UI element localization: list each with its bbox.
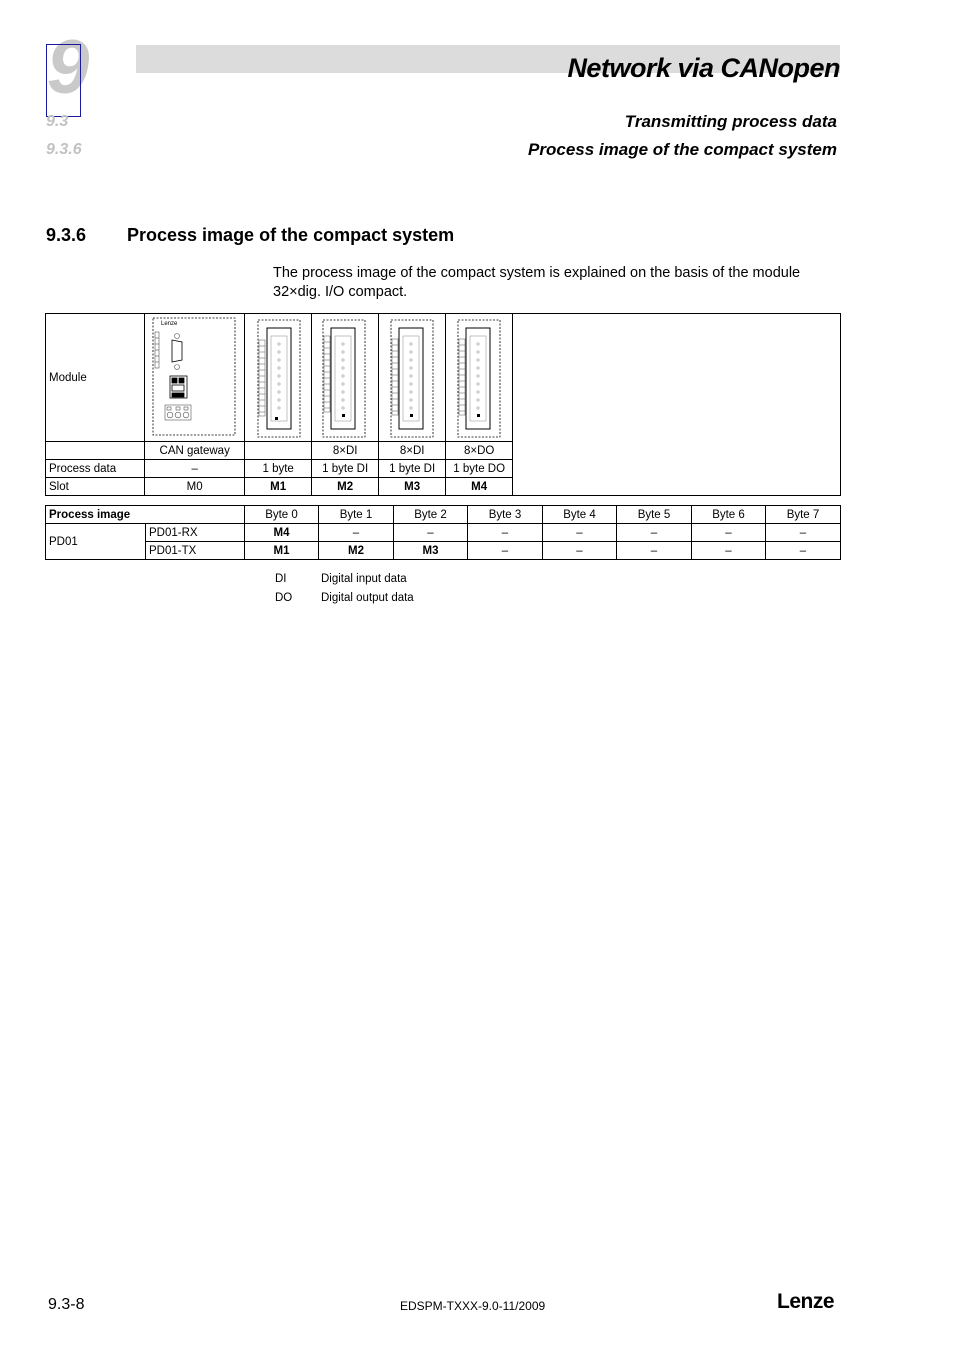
process-data-m2: 1 byte DI xyxy=(312,460,379,478)
row-label-rx: PD01-RX xyxy=(146,524,245,542)
module-name-m4: 8×DO xyxy=(446,442,513,460)
byte-header: Byte 3 xyxy=(468,506,543,524)
chapter-tab xyxy=(46,44,81,117)
table-cell: – xyxy=(319,524,394,542)
slot-m1: M1 xyxy=(245,478,312,496)
slot-m0: M0 xyxy=(145,478,245,496)
pdo-group-label: PD01 xyxy=(46,524,146,560)
table-cell: – xyxy=(468,524,543,542)
heading-title: Process image of the compact system xyxy=(127,225,455,245)
subsection-title-right: Process image of the compact system xyxy=(528,140,837,159)
table-cell: – xyxy=(394,524,468,542)
legend-text-di: Digital input data xyxy=(321,573,407,585)
byte-header: Byte 2 xyxy=(394,506,468,524)
byte-header: Byte 4 xyxy=(543,506,617,524)
module-m2-drawing xyxy=(312,314,379,442)
legend-abbr-di: DI xyxy=(275,573,287,585)
slot-m3: M3 xyxy=(379,478,446,496)
byte-header: Byte 1 xyxy=(319,506,394,524)
slot-m4: M4 xyxy=(446,478,513,496)
legend-text-do: Digital output data xyxy=(321,592,414,604)
process-data-m3: 1 byte DI xyxy=(379,460,446,478)
intro-paragraph: The process image of the compact system is explained on the basis of the module 32×dig. I/O compact. xyxy=(273,265,801,300)
table-cell: M1 xyxy=(245,542,319,560)
table-cell: – xyxy=(766,542,841,560)
module-m1-drawing xyxy=(245,314,312,442)
process-data-m0: – xyxy=(145,460,245,478)
table-cell: – xyxy=(766,524,841,542)
empty-area xyxy=(513,314,841,496)
module-name-m0: CAN gateway xyxy=(145,442,245,460)
chapter-number: 9 xyxy=(47,25,90,110)
process-image-header: Process image xyxy=(46,506,245,524)
section-title-right: Transmitting process data xyxy=(624,112,837,131)
byte-header: Byte 6 xyxy=(692,506,766,524)
module-label: Module xyxy=(46,314,145,442)
byte-header: Byte 0 xyxy=(245,506,319,524)
gateway-logo: Lenze xyxy=(161,321,178,327)
section-number-left: 9.3 xyxy=(46,113,69,130)
table-cell: – xyxy=(543,542,617,560)
table-cell: – xyxy=(468,542,543,560)
module-m3-drawing xyxy=(379,314,446,442)
slot-label: Slot xyxy=(46,478,145,496)
table-cell: M2 xyxy=(319,542,394,560)
table-cell: M3 xyxy=(394,542,468,560)
page-number: 9.3-8 xyxy=(48,1296,85,1313)
module-table xyxy=(45,313,841,496)
row-label-tx: PD01-TX xyxy=(146,542,245,560)
blank-cell xyxy=(46,442,145,460)
table-cell: – xyxy=(543,524,617,542)
table-cell: – xyxy=(617,524,692,542)
table-cell: M4 xyxy=(245,524,319,542)
module-name-m1 xyxy=(245,442,312,460)
byte-header: Byte 7 xyxy=(766,506,841,524)
process-data-m4: 1 byte DO xyxy=(446,460,513,478)
process-image-table xyxy=(45,505,841,560)
module-m4-drawing xyxy=(446,314,513,442)
can-gateway-drawing xyxy=(145,314,245,442)
legend-abbr-do: DO xyxy=(275,592,293,604)
document-code: EDSPM-TXXX-9.0-11/2009 xyxy=(400,1299,546,1313)
process-data-label: Process data xyxy=(46,460,145,478)
module-name-m3: 8×DI xyxy=(379,442,446,460)
table-cell: – xyxy=(692,542,766,560)
chapter-title: Network via CANopen xyxy=(567,53,840,83)
process-data-m1: 1 byte xyxy=(245,460,312,478)
subsection-number-left: 9.3.6 xyxy=(46,141,82,158)
heading-number: 9.3.6 xyxy=(46,225,87,245)
lenze-logo: Lenze xyxy=(777,1290,835,1313)
table-cell: – xyxy=(617,542,692,560)
module-name-m2: 8×DI xyxy=(312,442,379,460)
byte-header: Byte 5 xyxy=(617,506,692,524)
slot-m2: M2 xyxy=(312,478,379,496)
table-cell: – xyxy=(692,524,766,542)
